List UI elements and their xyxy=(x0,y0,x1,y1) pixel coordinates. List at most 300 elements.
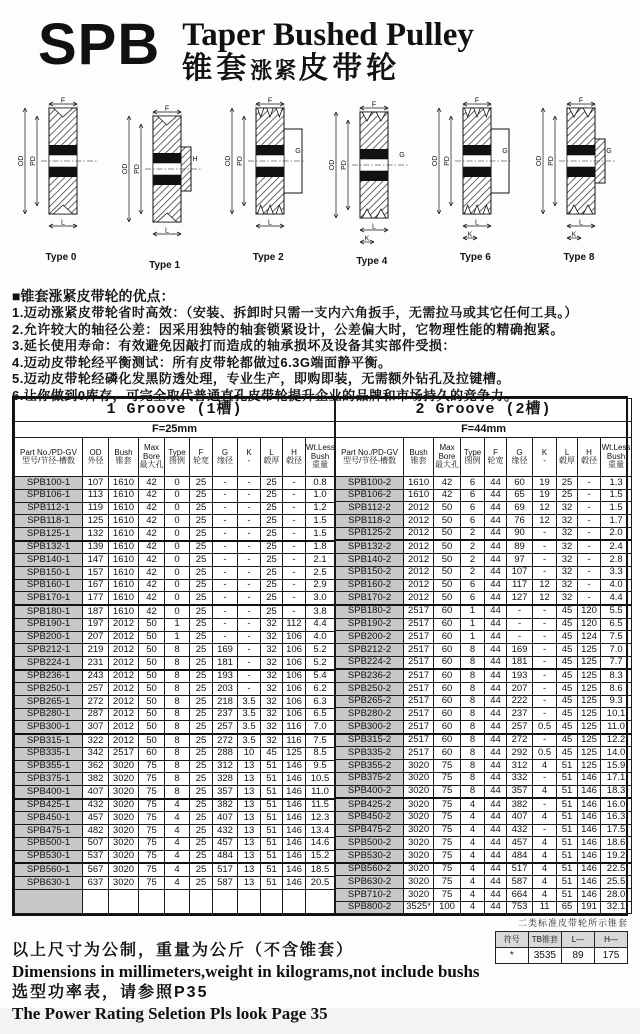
value-cell: 2517 xyxy=(404,618,434,631)
table-row xyxy=(336,811,632,824)
value-cell: - xyxy=(578,502,601,515)
value-cell: - xyxy=(238,605,261,618)
value-cell: 587 xyxy=(507,876,533,889)
value-cell: 50 xyxy=(139,721,165,734)
table-row xyxy=(15,850,335,863)
value-cell: - xyxy=(533,669,557,682)
value-cell: 3020 xyxy=(404,837,434,850)
part-no-cell: SPB106-1 xyxy=(15,489,83,502)
value-cell: 42 xyxy=(139,554,165,567)
table-row xyxy=(15,799,335,812)
value-cell: 2517 xyxy=(404,669,434,682)
value-cell: - xyxy=(238,489,261,502)
table-row xyxy=(336,734,632,747)
value-cell: 6 xyxy=(461,502,485,515)
value-cell: 432 xyxy=(83,799,109,812)
part-no-cell: SPB224-1 xyxy=(15,656,83,669)
value-cell: 2.1 xyxy=(306,554,335,567)
value-cell: 51 xyxy=(261,812,283,825)
value-cell: 25 xyxy=(190,477,213,490)
footer-line-en-2: The Power Rating Seletion Pls look Page 35 xyxy=(12,1004,328,1024)
value-cell: 3020 xyxy=(404,772,434,785)
value-cell: 44 xyxy=(485,669,507,682)
value-cell: 25 xyxy=(190,785,213,798)
groove-title: 1 Groove (1槽) xyxy=(15,399,335,422)
value-cell: 6.2 xyxy=(306,683,335,696)
table-row xyxy=(336,656,632,669)
value-cell: 1610 xyxy=(109,502,139,515)
value-cell: 25 xyxy=(190,515,213,528)
empty-cell xyxy=(15,889,83,914)
column-header: L 毂厚 xyxy=(557,438,578,477)
value-cell: 146 xyxy=(283,850,306,863)
value-cell: 45 xyxy=(557,721,578,734)
empty-cell xyxy=(238,889,261,914)
value-cell: 2012 xyxy=(109,721,139,734)
table-row xyxy=(15,515,335,528)
table-row xyxy=(15,541,335,554)
value-cell: 146 xyxy=(578,889,601,902)
value-cell: 146 xyxy=(578,876,601,889)
table-row xyxy=(336,618,632,631)
value-cell: - xyxy=(238,477,261,490)
footnote-header-cell: H— xyxy=(595,932,628,948)
value-cell: 51 xyxy=(557,837,578,850)
value-cell: 2012 xyxy=(109,734,139,747)
value-cell: 44 xyxy=(485,592,507,605)
value-cell: - xyxy=(507,618,533,631)
svg-text:F: F xyxy=(578,97,584,105)
value-cell: 4 xyxy=(165,837,190,850)
value-cell: 567 xyxy=(83,863,109,876)
value-cell: 14.0 xyxy=(601,747,632,760)
value-cell: - xyxy=(213,477,238,490)
part-no-cell: SPB100-2 xyxy=(336,477,404,490)
value-cell: 45 xyxy=(557,605,578,618)
svg-text:L: L xyxy=(475,219,480,227)
column-header: F 轮宽 xyxy=(190,438,213,477)
part-no-cell: SPB190-1 xyxy=(15,618,83,631)
part-no-cell: SPB100-1 xyxy=(15,477,83,490)
value-cell: 2012 xyxy=(404,527,434,540)
table-row xyxy=(336,760,632,773)
table-row xyxy=(336,695,632,708)
value-cell: 45 xyxy=(557,669,578,682)
value-cell: 11.0 xyxy=(601,721,632,734)
value-cell: 32 xyxy=(557,527,578,540)
value-cell: 3020 xyxy=(404,824,434,837)
value-cell: 5.5 xyxy=(601,605,632,618)
value-cell: 432 xyxy=(213,825,238,838)
value-cell: 60 xyxy=(434,631,461,644)
value-cell: 2517 xyxy=(404,721,434,734)
value-cell: - xyxy=(578,554,601,567)
value-cell: - xyxy=(283,554,306,567)
value-cell: 60 xyxy=(434,683,461,696)
value-cell: 2517 xyxy=(109,747,139,760)
table-row xyxy=(15,760,335,773)
value-cell: 146 xyxy=(283,785,306,798)
value-cell: - xyxy=(213,489,238,502)
value-cell: 8 xyxy=(165,773,190,786)
part-no-cell: SPB710-2 xyxy=(336,889,404,902)
value-cell: 60 xyxy=(434,656,461,669)
value-cell: 125 xyxy=(578,656,601,669)
value-cell: 75 xyxy=(139,876,165,889)
svg-text:H: H xyxy=(192,156,198,163)
part-no-cell: SPB280-1 xyxy=(15,708,83,721)
value-cell: 1610 xyxy=(109,567,139,580)
value-cell: 2.8 xyxy=(601,554,632,567)
value-cell: 3525* xyxy=(404,901,434,914)
value-cell: - xyxy=(533,527,557,540)
value-cell: 13 xyxy=(238,863,261,876)
table-row xyxy=(336,772,632,785)
value-cell: 1610 xyxy=(109,527,139,540)
value-cell: - xyxy=(213,631,238,644)
value-cell: 75 xyxy=(434,889,461,902)
value-cell: 8 xyxy=(461,695,485,708)
value-cell: 12.2 xyxy=(601,734,632,747)
value-cell: 50 xyxy=(139,618,165,631)
value-cell: 44 xyxy=(485,876,507,889)
value-cell: 51 xyxy=(557,849,578,862)
value-cell: 8 xyxy=(165,670,190,683)
value-cell: 25 xyxy=(190,850,213,863)
value-cell: 0 xyxy=(165,477,190,490)
value-cell: 44 xyxy=(485,708,507,721)
value-cell: 2012 xyxy=(404,515,434,528)
value-cell: 42 xyxy=(139,541,165,554)
value-cell: 25 xyxy=(190,696,213,709)
column-header: H 毂径 xyxy=(578,438,601,477)
value-cell: 32 xyxy=(261,696,283,709)
value-cell: 2 xyxy=(461,554,485,567)
value-cell: 125 xyxy=(578,760,601,773)
value-cell: 51 xyxy=(557,889,578,902)
value-cell: 5.2 xyxy=(306,656,335,669)
value-cell: 1610 xyxy=(404,489,434,502)
value-cell: 407 xyxy=(507,811,533,824)
value-cell: 432 xyxy=(507,824,533,837)
part-no-cell: SPB265-2 xyxy=(336,695,404,708)
value-cell: 457 xyxy=(213,837,238,850)
value-cell: 169 xyxy=(507,643,533,656)
value-cell: - xyxy=(283,579,306,592)
value-cell: - xyxy=(283,515,306,528)
value-cell: 60 xyxy=(139,747,165,760)
value-cell: 50 xyxy=(434,579,461,592)
value-cell: 22.5 xyxy=(601,863,632,876)
value-cell: 51 xyxy=(261,837,283,850)
table-row xyxy=(15,708,335,721)
value-cell: 288 xyxy=(213,747,238,760)
value-cell: 75 xyxy=(139,837,165,850)
value-cell: - xyxy=(283,541,306,554)
value-cell: 2012 xyxy=(404,502,434,515)
table-row xyxy=(336,798,632,811)
value-cell: 0 xyxy=(165,554,190,567)
value-cell: 6 xyxy=(461,515,485,528)
value-cell: 17.1 xyxy=(601,772,632,785)
value-cell: 8 xyxy=(461,785,485,798)
value-cell: 44 xyxy=(485,695,507,708)
svg-text:G: G xyxy=(295,148,301,155)
value-cell: 312 xyxy=(507,760,533,773)
part-no-cell: SPB530-2 xyxy=(336,849,404,862)
page-footer xyxy=(12,940,532,1024)
value-cell: 25 xyxy=(190,631,213,644)
value-cell: 3020 xyxy=(404,849,434,862)
value-cell: 44 xyxy=(485,683,507,696)
value-cell: 146 xyxy=(578,798,601,811)
value-cell: 44 xyxy=(485,785,507,798)
value-cell: 4 xyxy=(461,863,485,876)
column-header: Type 图例 xyxy=(165,438,190,477)
value-cell: 106 xyxy=(283,683,306,696)
value-cell: - xyxy=(533,643,557,656)
spec-table xyxy=(12,396,631,916)
empty-cell xyxy=(261,889,283,914)
value-cell: 3020 xyxy=(109,863,139,876)
value-cell: 219 xyxy=(83,644,109,657)
table-row xyxy=(15,837,335,850)
value-cell: 42 xyxy=(139,502,165,515)
value-cell: 51 xyxy=(261,825,283,838)
table-row xyxy=(336,566,632,579)
value-cell: 3020 xyxy=(109,876,139,889)
value-cell: 3.5 xyxy=(238,734,261,747)
svg-text:PD: PD xyxy=(444,156,452,166)
value-cell: 8 xyxy=(461,643,485,656)
part-no-cell: SPB355-2 xyxy=(336,760,404,773)
table-row xyxy=(15,631,335,644)
value-cell: 332 xyxy=(507,772,533,785)
value-cell: 4 xyxy=(461,798,485,811)
value-cell: 32 xyxy=(261,683,283,696)
part-no-cell: SPB200-1 xyxy=(15,631,83,644)
value-cell: 2.0 xyxy=(601,527,632,540)
value-cell: 75 xyxy=(434,811,461,824)
value-cell: 1.5 xyxy=(601,502,632,515)
value-cell: 4 xyxy=(533,811,557,824)
table-row xyxy=(336,863,632,876)
value-cell: 45 xyxy=(557,631,578,644)
part-no-cell: SPB800-2 xyxy=(336,901,404,914)
value-cell: 4 xyxy=(165,799,190,812)
column-header: Part No./PD-GV 型号/节径-槽数 xyxy=(15,438,83,477)
value-cell: 44 xyxy=(485,579,507,592)
value-cell: 2517 xyxy=(404,708,434,721)
value-cell: 75 xyxy=(434,785,461,798)
value-cell: 75 xyxy=(434,772,461,785)
part-no-cell: SPB250-2 xyxy=(336,683,404,696)
pulley-diagram xyxy=(424,96,526,274)
value-cell: 146 xyxy=(283,799,306,812)
value-cell: 257 xyxy=(213,721,238,734)
value-cell: 2012 xyxy=(404,566,434,579)
part-no-cell: SPB300-2 xyxy=(336,721,404,734)
value-cell: 125 xyxy=(578,643,601,656)
table-row xyxy=(15,876,335,889)
value-cell: 75 xyxy=(139,850,165,863)
value-cell: 8 xyxy=(461,772,485,785)
value-cell: 3.0 xyxy=(306,592,335,605)
value-cell: 257 xyxy=(507,721,533,734)
value-cell: 2517 xyxy=(404,695,434,708)
value-cell: - xyxy=(238,502,261,515)
svg-text:PD: PD xyxy=(340,160,348,170)
part-no-cell: SPB400-2 xyxy=(336,785,404,798)
table-row xyxy=(15,747,335,760)
value-cell: 42 xyxy=(139,515,165,528)
value-cell: 124 xyxy=(578,631,601,644)
value-cell: 60 xyxy=(434,618,461,631)
value-cell: 107 xyxy=(83,477,109,490)
value-cell: 287 xyxy=(83,708,109,721)
face-width-subtitle: F=25mm xyxy=(15,422,335,438)
value-cell: 193 xyxy=(213,670,238,683)
table-row xyxy=(15,527,335,540)
svg-text:PD: PD xyxy=(547,156,555,166)
value-cell: 10.1 xyxy=(601,708,632,721)
value-cell: 75 xyxy=(139,825,165,838)
value-cell: - xyxy=(238,631,261,644)
value-cell: 42 xyxy=(139,527,165,540)
value-cell: 32 xyxy=(557,579,578,592)
value-cell: 25 xyxy=(261,502,283,515)
value-cell: 272 xyxy=(507,734,533,747)
value-cell: 44 xyxy=(485,849,507,862)
value-cell: 51 xyxy=(557,772,578,785)
column-header: Max Bore 最大孔 xyxy=(434,438,461,477)
value-cell: 328 xyxy=(213,773,238,786)
part-no-cell: SPB150-2 xyxy=(336,566,404,579)
table-row xyxy=(15,863,335,876)
diagram-strip xyxy=(0,92,640,274)
value-cell: 0 xyxy=(165,515,190,528)
part-no-cell: SPB265-1 xyxy=(15,696,83,709)
value-cell: - xyxy=(533,708,557,721)
value-cell: 4 xyxy=(533,889,557,902)
value-cell: 457 xyxy=(83,812,109,825)
footnote-value-cell: 89 xyxy=(562,948,595,964)
value-cell: 50 xyxy=(434,554,461,567)
value-cell: 32 xyxy=(261,721,283,734)
column-header: G 缘径 xyxy=(213,438,238,477)
value-cell: 1.0 xyxy=(306,489,335,502)
value-cell: 75 xyxy=(434,863,461,876)
value-cell: 222 xyxy=(507,695,533,708)
value-cell: 3020 xyxy=(109,785,139,798)
value-cell: 25 xyxy=(190,527,213,540)
table-row xyxy=(15,605,335,618)
value-cell: 127 xyxy=(507,592,533,605)
svg-text:PD: PD xyxy=(133,164,141,174)
value-cell: 51 xyxy=(557,798,578,811)
value-cell: 42 xyxy=(434,477,461,490)
value-cell: 42 xyxy=(139,489,165,502)
value-cell: 407 xyxy=(83,785,109,798)
value-cell: 25 xyxy=(190,670,213,683)
value-cell: 2517 xyxy=(404,656,434,669)
value-cell: 342 xyxy=(83,747,109,760)
value-cell: 60 xyxy=(434,695,461,708)
value-cell: 3020 xyxy=(404,785,434,798)
value-cell: 6 xyxy=(461,592,485,605)
table-row xyxy=(15,567,335,580)
value-cell: 44 xyxy=(485,540,507,553)
value-cell: 2012 xyxy=(404,579,434,592)
pulley-type-label: Type 4 xyxy=(356,256,388,267)
value-cell: 2.4 xyxy=(601,540,632,553)
value-cell: 44 xyxy=(485,734,507,747)
value-cell: 51 xyxy=(261,760,283,773)
table-row xyxy=(336,837,632,850)
value-cell: 146 xyxy=(578,785,601,798)
column-header: OD 外径 xyxy=(83,438,109,477)
svg-text:F: F xyxy=(371,101,376,109)
svg-text:L: L xyxy=(579,219,583,227)
part-no-cell: SPB630-2 xyxy=(336,876,404,889)
feature-item: 1.迈动涨紧皮带轮省时高效：（安装、拆卸时只需一支内六角扳手，无需拉马或其它任何工具。） xyxy=(12,305,578,320)
value-cell: 44 xyxy=(485,798,507,811)
value-cell: 207 xyxy=(507,683,533,696)
value-cell: 507 xyxy=(83,837,109,850)
value-cell: 517 xyxy=(213,863,238,876)
value-cell: 13 xyxy=(238,850,261,863)
empty-cell xyxy=(139,889,165,914)
part-no-cell: SPB118-1 xyxy=(15,515,83,528)
value-cell: 218 xyxy=(213,696,238,709)
value-cell: 4 xyxy=(533,863,557,876)
value-cell: 25 xyxy=(261,605,283,618)
value-cell: 97 xyxy=(507,554,533,567)
value-cell: 6.3 xyxy=(306,696,335,709)
value-cell: 0 xyxy=(165,489,190,502)
value-cell: 32 xyxy=(557,502,578,515)
value-cell: 1.5 xyxy=(306,515,335,528)
table-row xyxy=(15,592,335,605)
value-cell: 181 xyxy=(507,656,533,669)
value-cell: 25 xyxy=(190,489,213,502)
value-cell: 25 xyxy=(190,644,213,657)
value-cell: 32 xyxy=(261,734,283,747)
title-cn-part3: 皮带轮 xyxy=(298,52,401,85)
feature-item: 2.允许较大的轴径公差：因采用独特的轴套锁紧设计，公差偏大时，它物理性能的精确抱紧。 xyxy=(12,321,564,337)
bottom-zone xyxy=(0,916,640,1034)
value-cell: 50 xyxy=(139,644,165,657)
value-cell: 4 xyxy=(461,849,485,862)
part-no-cell: SPB236-2 xyxy=(336,669,404,682)
part-no-cell: SPB106-2 xyxy=(336,489,404,502)
value-cell: 25 xyxy=(190,567,213,580)
part-no-cell: SPB140-1 xyxy=(15,554,83,567)
part-no-cell: SPB160-1 xyxy=(15,579,83,592)
value-cell: 5.2 xyxy=(306,644,335,657)
value-cell: 44 xyxy=(485,811,507,824)
value-cell: 106 xyxy=(283,631,306,644)
value-cell: 3.3 xyxy=(601,566,632,579)
value-cell: 8 xyxy=(461,669,485,682)
value-cell: 4 xyxy=(533,876,557,889)
value-cell: 60 xyxy=(434,605,461,618)
value-cell: 12 xyxy=(533,502,557,515)
svg-text:OD: OD xyxy=(121,163,129,175)
value-cell: 3020 xyxy=(109,825,139,838)
value-cell: 51 xyxy=(261,799,283,812)
value-cell: - xyxy=(238,670,261,683)
